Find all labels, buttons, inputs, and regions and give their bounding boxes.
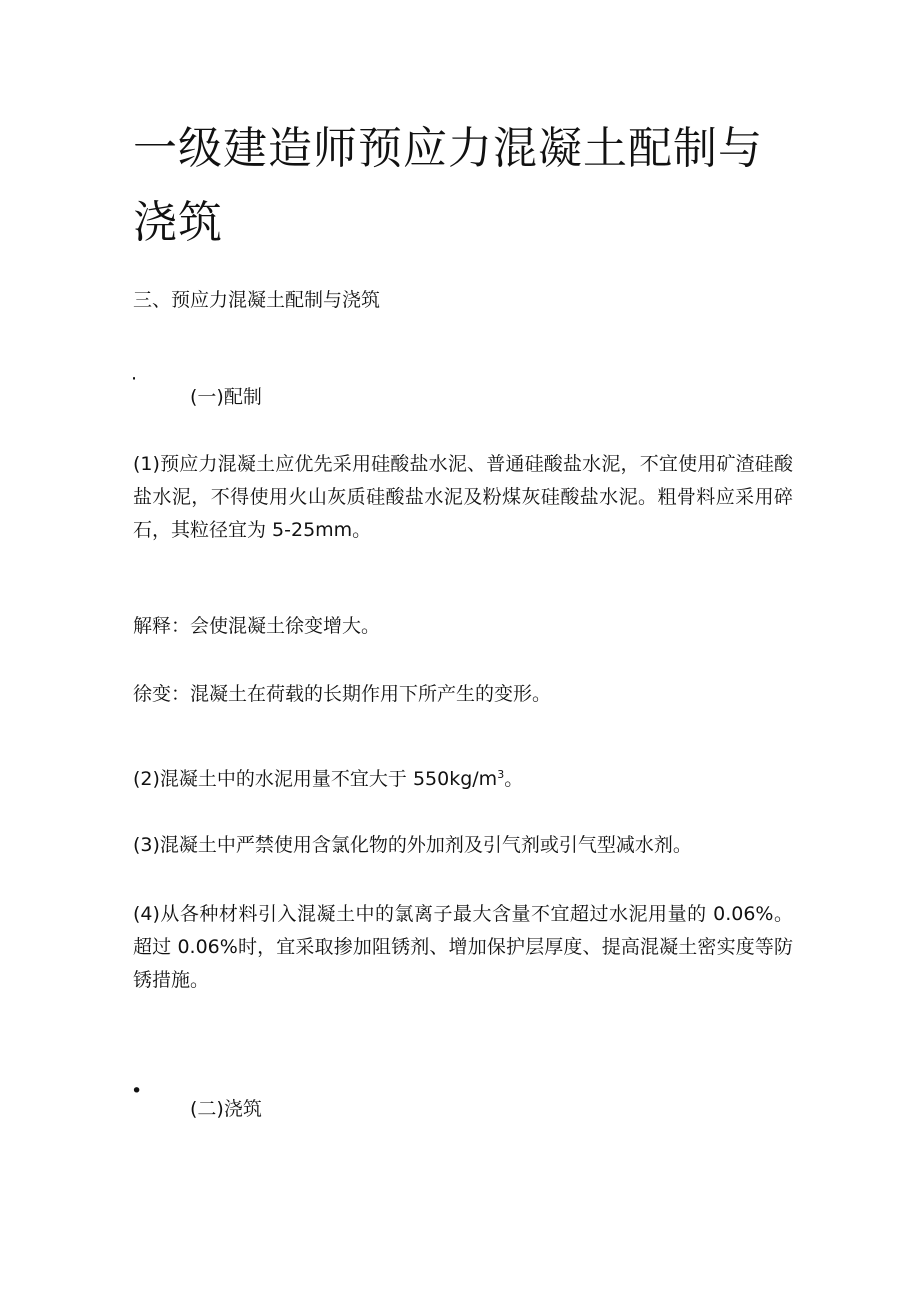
document-title: 一级建造师预应力混凝土配制与浇筑 xyxy=(133,123,763,248)
bullet-dot: • xyxy=(131,1080,143,1102)
item-2-suffix: 。 xyxy=(504,768,524,790)
paragraph-item-3: (3)混凝土中严禁使用含氯化物的外加剂及引气剂或引气型减水剂。 xyxy=(133,834,692,856)
section-heading: 三、预应力混凝土配制与浇筑 xyxy=(133,289,381,311)
superscript: 3 xyxy=(497,768,505,781)
paragraph-item-1: (1)预应力混凝土应优先采用硅酸盐水泥、普通硅酸盐水泥，不宜使用矿渣硅酸盐水泥，不得使用火山灰质硅酸盐水泥及粉煤灰硅酸盐水泥。粗骨料应采用碎石，其粒径宜为 5-25mm。 xyxy=(133,453,793,541)
creep-definition: 徐变：混凝土在荷载的长期作用下所产生的变形。 xyxy=(133,683,552,705)
paragraph-item-4: (4)从各种材料引入混凝土中的氯离子最大含量不宜超过水泥用量的 0.06%。超过 0.06%时，宜采取掺加阻锈剂、增加保护层厚度、提高混凝土密实度等防锈措施。 xyxy=(133,903,793,991)
item-2-text: (2)混凝土中的水泥用量不宜大于 550kg/m xyxy=(133,768,498,790)
subsection-heading-pouring: (二)浇筑 xyxy=(190,1098,262,1120)
subsection-heading-preparation: (一)配制 xyxy=(190,386,262,408)
explanation-text: 解释：会使混凝土徐变增大。 xyxy=(133,615,381,637)
bullet-dot: · xyxy=(131,368,138,390)
paragraph-item-2 xyxy=(133,758,523,796)
